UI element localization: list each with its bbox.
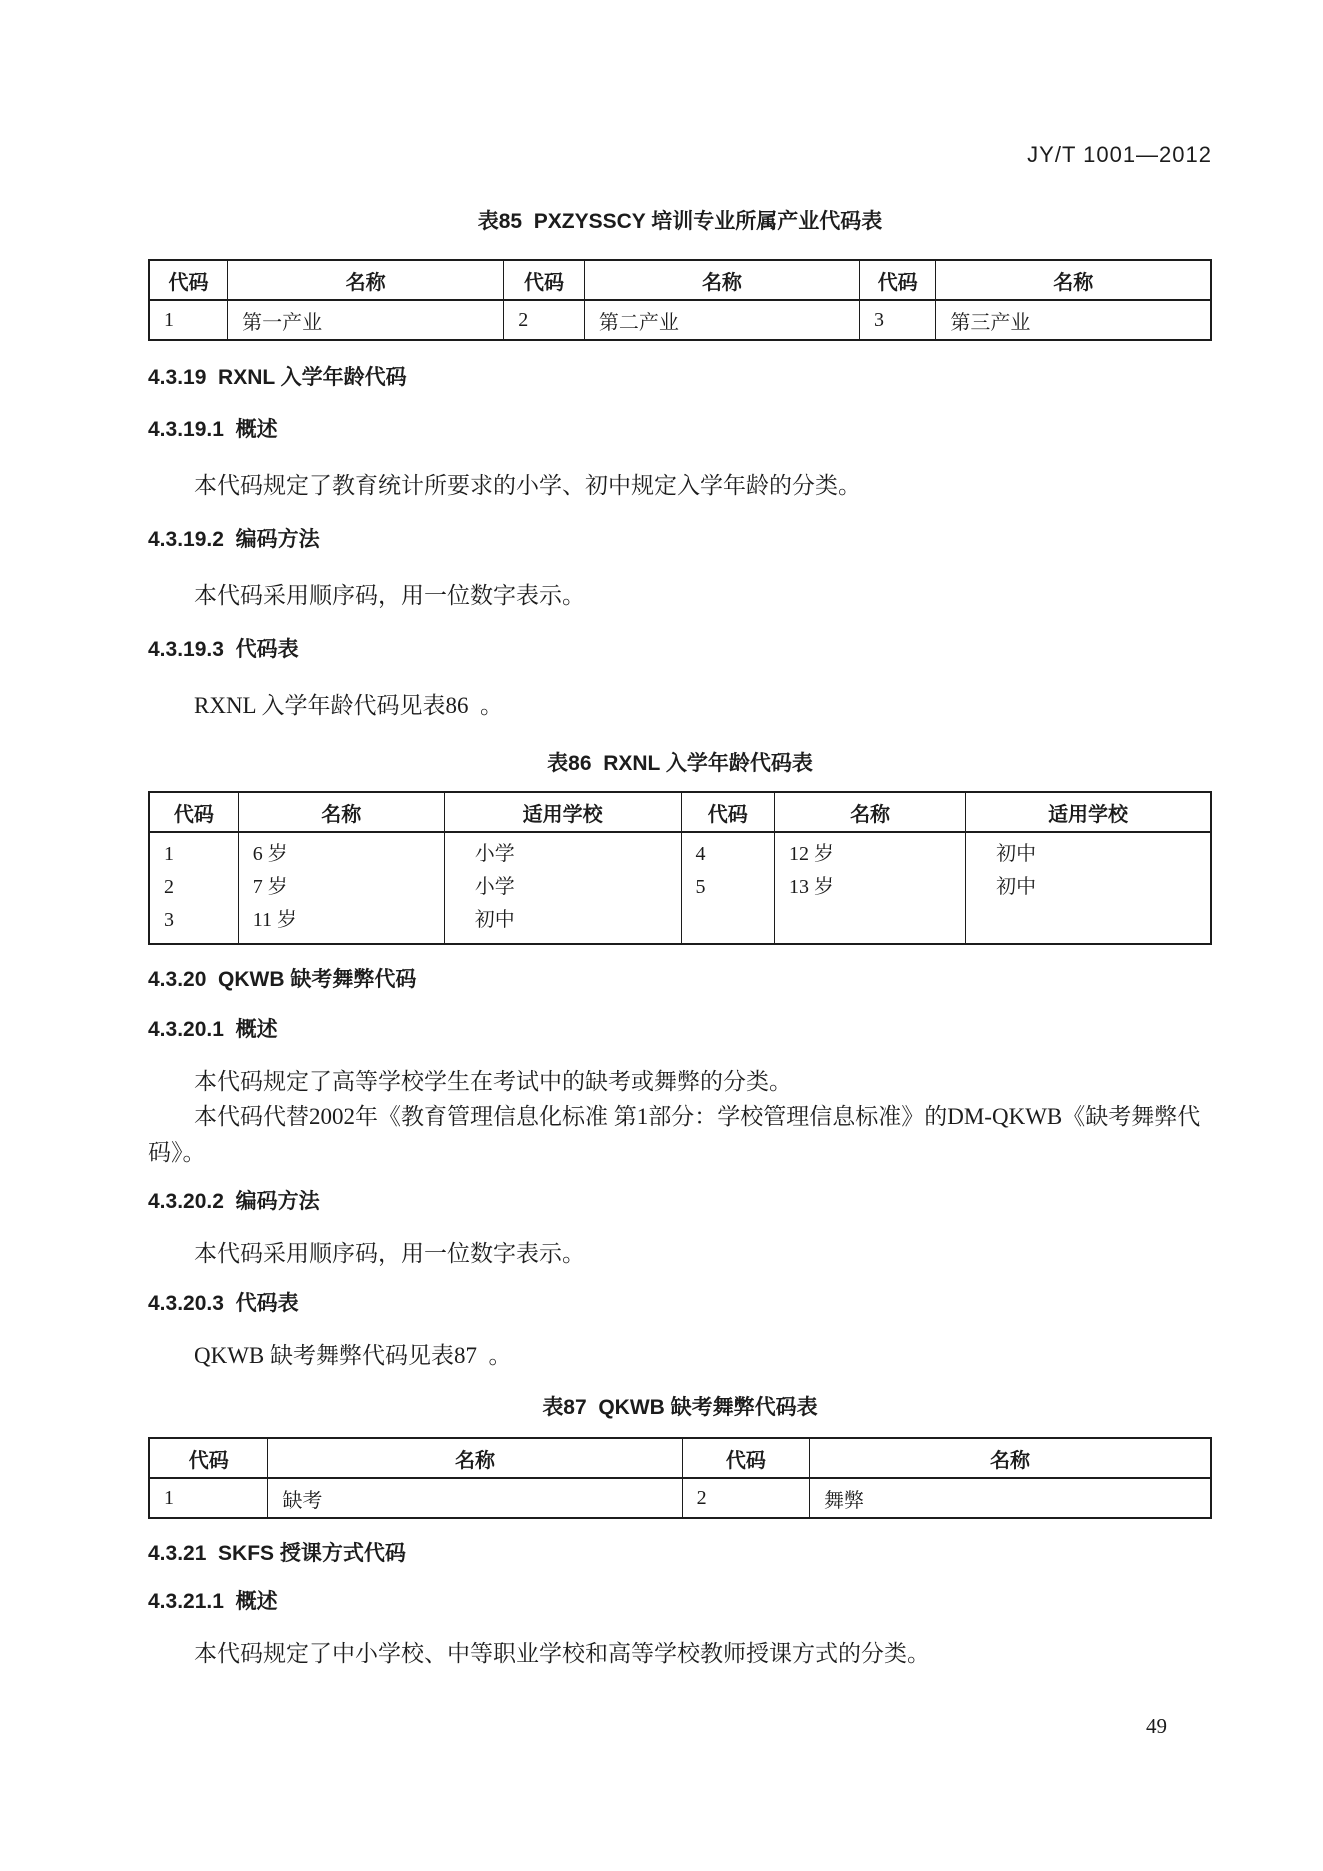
table86-cell-code bbox=[681, 832, 774, 944]
cell-line: 2 bbox=[164, 876, 174, 898]
table86-header-row bbox=[149, 792, 1211, 832]
table85-cell-code: 2 bbox=[504, 300, 585, 340]
paragraph-see-table-87: QKWB 缺考舞弊代码见表87 。 bbox=[194, 1343, 512, 1368]
table87-col-header: 名称 bbox=[268, 1438, 682, 1478]
table-row bbox=[149, 1478, 1211, 1518]
table85-col-header: 名称 bbox=[936, 260, 1211, 300]
table-85 bbox=[148, 259, 1212, 341]
table87-title: 表87 QKWB 缺考舞弊代码表 bbox=[542, 1396, 818, 1419]
table-row bbox=[149, 300, 1211, 340]
cell-line bbox=[789, 904, 965, 937]
cell-line: 初中 bbox=[996, 843, 1037, 865]
subsection-heading-4-3-20-1: 4.3.20.1 概述 bbox=[148, 1018, 278, 1041]
cell-line: 12 岁 bbox=[788, 843, 834, 865]
section-heading-4-3-19: 4.3.19 RXNL 入学年龄代码 bbox=[148, 366, 407, 389]
cell-line bbox=[996, 904, 1210, 937]
table86-cell-school bbox=[966, 832, 1211, 944]
cell-line: 11 岁 bbox=[252, 909, 297, 931]
table87-cell-name: 缺考 bbox=[268, 1478, 682, 1518]
cell-line: 初中 bbox=[474, 909, 515, 931]
table85-cell-code: 1 bbox=[149, 300, 228, 340]
table85-col-header: 名称 bbox=[584, 260, 859, 300]
paragraph-overview-4-3-21: 本代码规定了中小学校、中等职业学校和高等学校教师授课方式的分类。 bbox=[194, 1641, 930, 1666]
table85-title: 表85 PXZYSSCY 培训专业所属产业代码表 bbox=[477, 210, 883, 233]
paragraph-encoding-4-3-19: 本代码采用顺序码，用一位数字表示。 bbox=[194, 583, 585, 608]
table85-cell-name: 第二产业 bbox=[584, 300, 859, 340]
table-row bbox=[149, 832, 1211, 944]
cell-line: 7 岁 bbox=[252, 876, 288, 898]
subsection-heading-4-3-19-1: 4.3.19.1 概述 bbox=[148, 418, 278, 441]
table85-col-header: 代码 bbox=[149, 260, 228, 300]
table85-cell-name: 第三产业 bbox=[936, 300, 1211, 340]
cell-line: 13 岁 bbox=[788, 876, 834, 898]
subsection-heading-4-3-20-3: 4.3.20.3 代码表 bbox=[148, 1292, 299, 1315]
page-number: 49 bbox=[1146, 1714, 1167, 1738]
page-content bbox=[148, 0, 1212, 1671]
table86-title: 表86 RXNL 入学年龄代码表 bbox=[547, 752, 813, 775]
table86-col-header: 名称 bbox=[774, 792, 965, 832]
table87-col-header: 代码 bbox=[149, 1438, 268, 1478]
table85-header-row bbox=[149, 260, 1211, 300]
subsection-heading-4-3-19-3: 4.3.19.3 代码表 bbox=[148, 638, 299, 661]
table86-col-header: 适用学校 bbox=[966, 792, 1211, 832]
table86-cell-school bbox=[444, 832, 681, 944]
table87-header-row bbox=[149, 1438, 1211, 1478]
table86-cell-name bbox=[774, 832, 965, 944]
subsection-heading-4-3-21-1: 4.3.21.1 概述 bbox=[148, 1590, 278, 1613]
table87-col-header: 名称 bbox=[810, 1438, 1211, 1478]
section-heading-4-3-20: 4.3.20 QKWB 缺考舞弊代码 bbox=[148, 968, 417, 991]
table87-col-header: 代码 bbox=[682, 1438, 809, 1478]
paragraph-encoding-4-3-20: 本代码采用顺序码，用一位数字表示。 bbox=[194, 1241, 585, 1266]
table85-cell-name: 第一产业 bbox=[228, 300, 504, 340]
cell-line: 初中 bbox=[996, 876, 1037, 898]
cell-line: 5 bbox=[695, 876, 706, 898]
cell-line bbox=[696, 904, 774, 937]
table87-cell-code: 1 bbox=[149, 1478, 268, 1518]
table87-cell-name: 舞弊 bbox=[810, 1478, 1211, 1518]
cell-line: 4 bbox=[695, 843, 706, 865]
table87-cell-code: 2 bbox=[682, 1478, 809, 1518]
table85-col-header: 名称 bbox=[228, 260, 504, 300]
cell-line: 小学 bbox=[474, 876, 515, 898]
table86-col-header: 代码 bbox=[681, 792, 774, 832]
table85-cell-code: 3 bbox=[859, 300, 935, 340]
paragraph-replaces-2002: 本代码代替2002年《教育管理信息化标准 第1部分：学校管理信息标准》的DM-QKWB《缺考舞弊代码》。 bbox=[148, 1104, 1201, 1165]
table85-col-header: 代码 bbox=[504, 260, 585, 300]
table86-col-header: 代码 bbox=[149, 792, 238, 832]
table86-cell-name bbox=[238, 832, 444, 944]
table-86 bbox=[148, 791, 1212, 945]
subsection-heading-4-3-20-2: 4.3.20.2 编码方法 bbox=[148, 1190, 320, 1213]
table86-col-header: 名称 bbox=[238, 792, 444, 832]
section-heading-4-3-21: 4.3.21 SKFS 授课方式代码 bbox=[148, 1542, 406, 1565]
cell-line: 6 岁 bbox=[252, 843, 288, 865]
subsection-heading-4-3-19-2: 4.3.19.2 编码方法 bbox=[148, 528, 320, 551]
table86-col-header: 适用学校 bbox=[444, 792, 681, 832]
paragraph-overview-4-3-19: 本代码规定了教育统计所要求的小学、初中规定入学年龄的分类。 bbox=[194, 473, 861, 498]
cell-line: 3 bbox=[164, 909, 174, 931]
paragraph-overview-4-3-20: 本代码规定了高等学校学生在考试中的缺考或舞弊的分类。 bbox=[194, 1069, 792, 1094]
cell-line: 1 bbox=[164, 843, 174, 865]
cell-line: 小学 bbox=[474, 843, 515, 865]
table86-cell-code bbox=[149, 832, 238, 944]
table-87 bbox=[148, 1437, 1212, 1519]
paragraph-see-table-86: RXNL 入学年龄代码见表86 。 bbox=[194, 693, 504, 718]
doc-code-header: JY/T 1001—2012 bbox=[1027, 142, 1212, 167]
table85-col-header: 代码 bbox=[859, 260, 935, 300]
